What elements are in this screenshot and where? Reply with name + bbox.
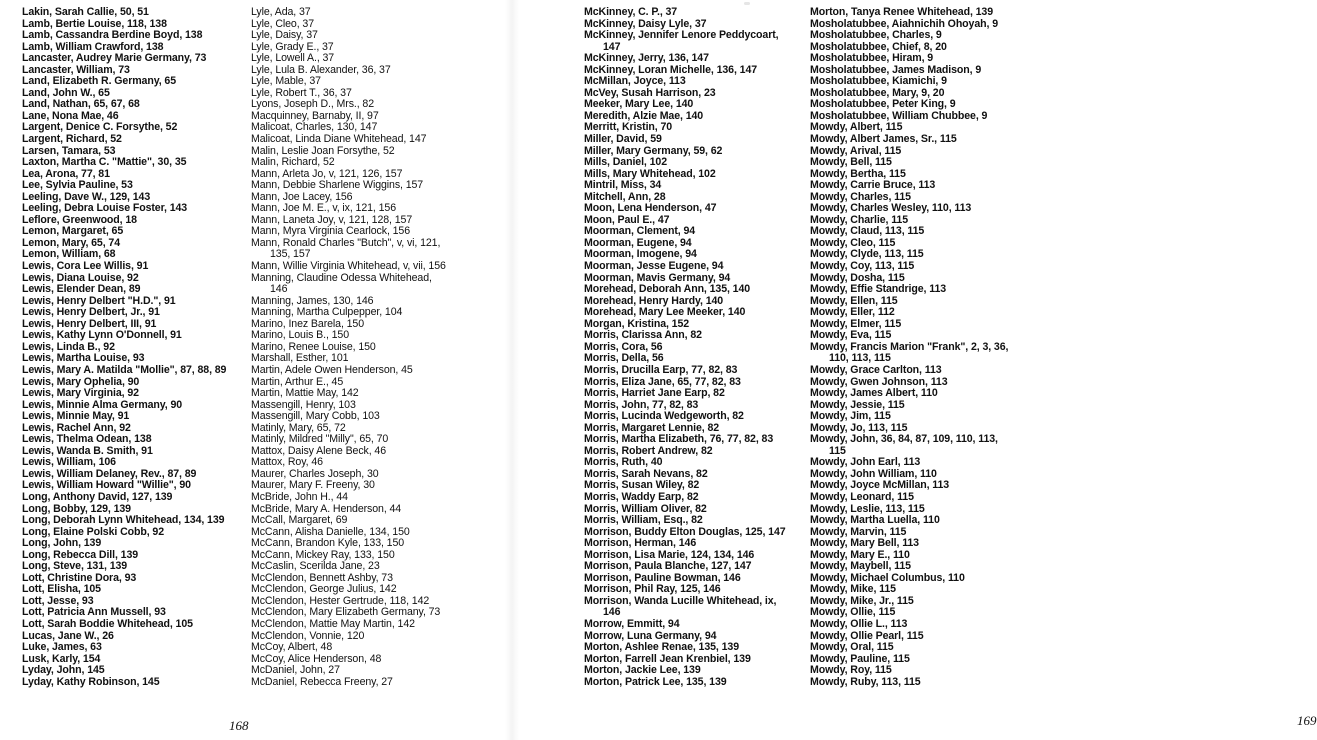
index-entry: Morris, Cora, 56 [584,340,663,353]
index-entry: Morehead, Deborah Ann, 135, 140 [584,283,751,296]
index-entry: Morris, Susan Wiley, 82 [584,479,700,492]
index-entry: Morris, Sarah Nevans, 82 [584,467,708,480]
index-entry: Lyle, Cleo, 37 [251,17,314,30]
index-entry: Mowdy, Ollie Pearl, 115 [810,629,924,642]
index-entry: Mowdy, Jim, 115 [810,410,891,423]
index-entry: Mann, Myra Virginia Cearlock, 156 [251,225,411,238]
index-entry: Morris, Eliza Jane, 65, 77, 82, 83 [584,375,741,388]
index-entry: Matinly, Mary, 65, 72 [251,421,346,434]
index-entry: Lyday, Kathy Robinson, 145 [22,675,160,688]
index-entry: Leflore, Greenwood, 18 [22,213,137,226]
index-entry: Mowdy, Mike, 115 [810,583,896,596]
index-entry: Mowdy, Mary E., 110 [810,548,910,561]
index-entry: Lewis, Martha Louise, 93 [22,352,145,365]
index-entry: Morris, Margaret Lennie, 82 [584,421,720,434]
index-entry: McCann, Alisha Danielle, 134, 150 [251,525,410,538]
index-entry: Morris, William, Esq., 82 [584,514,703,527]
index-entry: McVey, Susah Harrison, 23 [584,86,716,99]
index-entry: Mann, Arleta Jo, v, 121, 126, 157 [251,167,403,180]
index-entry: Mann, Willie Virginia Whitehead, v, vii, 156 [251,260,446,273]
index-entry: Maurer, Mary F. Freeny, 30 [251,479,375,492]
index-entry: Land, Nathan, 65, 67, 68 [22,98,140,111]
index-entry: Land, Elizabeth R. Germany, 65 [22,75,176,88]
index-entry [810,434,1008,457]
index-entry: Moon, Lena Henderson, 47 [584,202,717,215]
index-entry: McClendon, George Julius, 142 [251,583,397,596]
index-entry: Land, John W., 65 [22,86,110,99]
index-entry: Miller, Mary Germany, 59, 62 [584,144,723,157]
index-entry: McDaniel, John, 27 [251,664,340,677]
page-number-right: 169 [1297,713,1317,728]
index-entry: Lamb, William Crawford, 138 [22,40,164,53]
index-entry: Moon, Paul E., 47 [584,213,670,226]
index-entry: Mowdy, Oral, 115 [810,641,894,654]
index-entry: Lusk, Karly, 154 [22,652,101,665]
index-entry: Mosholatubbee, James Madison, 9 [810,63,982,76]
index-entry-continuation: 146 [270,283,288,296]
index-entry: Lewis, Cora Lee Willis, 91 [22,260,149,273]
index-entry: Mowdy, John Earl, 113 [810,456,921,469]
page-number-left: 168 [229,718,249,733]
index-entry: Mowdy, Charles Wesley, 110, 113 [810,202,972,215]
index-entry: Morrison, Buddy Elton Douglas, 125, 147 [584,525,786,538]
index-entry: Morrison, Pauline Bowman, 146 [584,571,741,584]
index-entry: Morton, Ashlee Renae, 135, 139 [584,641,739,654]
index-entry: Mowdy, Mary Bell, 113 [810,537,919,550]
index-entry: McCann, Mickey Ray, 133, 150 [251,548,395,561]
index-entry: Lewis, Linda B., 92 [22,340,115,353]
index-entry-text: Manning, Claudine Odessa Whitehead, [251,271,432,284]
index-entry: Long, Elaine Polski Cobb, 92 [22,525,165,538]
index-entry: Moorman, Clement, 94 [584,225,696,238]
index-entry: Morris, Martha Elizabeth, 76, 77, 82, 83 [584,433,774,446]
index-entry: Marino, Louis B., 150 [251,329,350,342]
index-entry: Mowdy, Arival, 115 [810,144,902,157]
index-entry: Mowdy, Pauline, 115 [810,652,910,665]
index-entry: Lott, Elisha, 105 [22,583,101,596]
index-entry: Lewis, Diana Louise, 92 [22,271,139,284]
index-entry: Morgan, Kristina, 152 [584,317,690,330]
index-entry: Mann, Laneta Joy, v, 121, 128, 157 [251,213,413,226]
left-page [0,0,512,740]
index-entry [251,238,446,261]
index-entry: Mowdy, John William, 110 [810,467,937,480]
index-entry: Meredith, Alzie Mae, 140 [584,109,704,122]
index-entry: Morehead, Mary Lee Meeker, 140 [584,306,746,319]
index-entry: Mitchell, Ann, 28 [584,190,666,203]
index-entry: Miller, David, 59 [584,133,662,146]
index-entry: Mowdy, Gwen Johnson, 113 [810,375,948,388]
index-entry-text: McKinney, Jennifer Lenore Peddycoart, [584,29,779,42]
index-entry: Lewis, William, 106 [22,456,116,469]
index-entry: Lyle, Grady E., 37 [251,40,334,53]
index-entry [251,273,446,296]
index-entry: Morris, Robert Andrew, 82 [584,444,713,457]
index-entry: Manning, Martha Culpepper, 104 [251,306,403,319]
index-entry: McBride, John H., 44 [251,490,348,503]
index-entry: Morrison, Lisa Marie, 124, 134, 146 [584,548,755,561]
index-entry: Morrison, Herman, 146 [584,537,697,550]
index-entry: Morris, William Oliver, 82 [584,502,707,515]
index-entry: Morris, John, 77, 82, 83 [584,398,699,411]
index-entry: Merritt, Kristin, 70 [584,121,673,134]
index-entry: McCoy, Alice Henderson, 48 [251,652,382,665]
index-entry: Mattox, Roy, 46 [251,456,323,469]
index-entry: Mowdy, Coy, 113, 115 [810,260,915,273]
index-entry: Mosholatubbee, Mary, 9, 20 [810,86,945,99]
index-entry: Mosholatubbee, Chief, 8, 20 [810,40,947,53]
index-entry: Lucas, Jane W., 26 [22,629,114,642]
index-column-4 [810,7,1008,688]
index-entry: Mowdy, Marvin, 115 [810,525,907,538]
index-entry: Mowdy, Ellen, 115 [810,294,898,307]
index-entry: Laxton, Martha C. "Mattie", 30, 35 [22,156,187,169]
index-entry: Lyons, Joseph D., Mrs., 82 [251,98,375,111]
index-entry: Lewis, William Howard "Willie", 90 [22,479,191,492]
index-entry: Morrison, Phil Ray, 125, 146 [584,583,721,596]
index-entry: Lyle, Robert T., 36, 37 [251,86,352,99]
index-entry: Morris, Ruth, 40 [584,456,663,469]
index-entry: Lancaster, William, 73 [22,63,130,76]
index-entry: Mintril, Miss, 34 [584,179,662,192]
index-entry: Lane, Nona Mae, 46 [22,109,119,122]
index-entry: Mowdy, Clyde, 113, 115 [810,248,924,261]
index-entry: Mosholatubbee, Charles, 9 [810,29,942,42]
index-entry: Leeling, Dave W., 129, 143 [22,190,151,203]
index-entry-continuation: 135, 157 [270,248,311,261]
index-entry: Lewis, Elender Dean, 89 [22,283,141,296]
index-entry: Lyle, Lowell A., 37 [251,52,335,65]
index-entry: Mosholatubbee, William Chubbee, 9 [810,109,988,122]
index-entry: Mowdy, Roy, 115 [810,664,892,677]
index-entry: McMillan, Joyce, 113 [584,75,686,88]
index-entry: Morrow, Luna Germany, 94 [584,629,717,642]
index-entry: Long, Deborah Lynn Whitehead, 134, 139 [22,514,225,527]
index-entry: Lott, Sarah Boddie Whitehead, 105 [22,617,193,630]
index-entry: Mowdy, Dosha, 115 [810,271,905,284]
index-entry-continuation: 115 [829,444,846,457]
index-entry: Lancaster, Audrey Marie Germany, 73 [22,52,207,65]
index-entry: Larsen, Tamara, 53 [22,144,116,157]
index-column-2 [251,7,446,688]
index-entry: McKinney, Jerry, 136, 147 [584,52,709,65]
index-entry: Lewis, Mary Ophelia, 90 [22,375,140,388]
index-entry: Mowdy, Charles, 115 [810,190,911,203]
index-entry: Lewis, Rachel Ann, 92 [22,421,131,434]
index-entry: Lee, Sylvia Pauline, 53 [22,179,133,192]
index-entry: McClendon, Bennett Ashby, 73 [251,571,393,584]
index-entry: Mowdy, Michael Columbus, 110 [810,571,965,584]
index-entry: Maurer, Charles Joseph, 30 [251,467,379,480]
index-entry: Mowdy, Carrie Bruce, 113 [810,179,936,192]
index-entry: Mowdy, Joyce McMillan, 113 [810,479,950,492]
index-entry: Malin, Leslie Joan Forsythe, 52 [251,144,395,157]
index-entry: Moorman, Imogene, 94 [584,248,697,261]
index-entry: Moorman, Eugene, 94 [584,236,692,249]
index-entry: Morris, Lucinda Wedgeworth, 82 [584,410,744,423]
index-entry: Mowdy, Grace Carlton, 113 [810,363,942,376]
index-entry: Morton, Patrick Lee, 135, 139 [584,675,727,688]
index-entry-text: Mowdy, Francis Marion "Frank", 2, 3, 36, [810,340,1009,353]
index-entry: McBride, Mary A. Henderson, 44 [251,502,402,515]
index-entry: Matinly, Mildred "Milly", 65, 70 [251,433,389,446]
index-entry: Mann, Joe Lacey, 156 [251,190,353,203]
index-entry: Morton, Jackie Lee, 139 [584,664,701,677]
index-entry: Lewis, Henry Delbert "H.D.", 91 [22,294,176,307]
index-entry [584,596,786,619]
index-entry: Leeling, Debra Louise Foster, 143 [22,202,188,215]
index-entry: Mowdy, Ollie L., 113 [810,617,908,630]
index-entry: Lewis, Mary A. Matilda "Mollie", 87, 88, 89 [22,363,227,376]
index-entry: Lewis, Minnie Alma Germany, 90 [22,398,183,411]
index-entry: Lewis, Minnie May, 91 [22,410,130,423]
index-entry: Morris, Waddy Earp, 82 [584,490,699,503]
index-entry: Moorman, Mavis Germany, 94 [584,271,731,284]
index-entry: Mowdy, Maybell, 115 [810,560,911,573]
index-entry: Lamb, Bertie Louise, 118, 138 [22,17,167,30]
index-entry-text: Morrison, Wanda Lucille Whitehead, ix, [584,594,777,607]
index-column-3 [584,7,786,688]
index-entry: Malicoat, Charles, 130, 147 [251,121,378,134]
index-entry: Morrow, Emmitt, 94 [584,617,680,630]
index-entry: Mowdy, James Albert, 110 [810,387,938,400]
index-entry: McClendon, Mary Elizabeth Germany, 73 [251,606,441,619]
index-entry: Malin, Richard, 52 [251,156,335,169]
index-entry: Mills, Mary Whitehead, 102 [584,167,716,180]
index-entry: Lyle, Daisy, 37 [251,29,318,42]
index-entry: McKinney, C. P., 37 [584,6,678,18]
index-entry: McClendon, Mattie May Martin, 142 [251,617,415,630]
index-entry: Long, Bobby, 129, 139 [22,502,131,515]
index-entry: Lewis, Wanda B. Smith, 91 [22,444,153,457]
index-entry: McCann, Brandon Kyle, 133, 150 [251,537,405,550]
index-entry: Long, Anthony David, 127, 139 [22,490,173,503]
index-entry: McCall, Margaret, 69 [251,514,348,527]
index-entry [584,30,786,53]
index-entry: Mann, Joe M. E., v, ix, 121, 156 [251,202,396,215]
index-entry: Lewis, Henry Delbert, III, 91 [22,317,157,330]
index-entry: Lyle, Ada, 37 [251,6,311,18]
index-entry: Meeker, Mary Lee, 140 [584,98,694,111]
index-entry: Mowdy, Leslie, 113, 115 [810,502,925,515]
index-entry: Mowdy, Charlie, 115 [810,213,908,226]
index-entry: Mattox, Daisy Alene Beck, 46 [251,444,386,457]
index-entry [810,342,1008,365]
index-entry: Mowdy, Jo, 113, 115 [810,421,908,434]
index-entry: Luke, James, 63 [22,641,102,654]
index-entry: Morris, Harriet Jane Earp, 82 [584,387,725,400]
index-entry: Mowdy, Effie Standrige, 113 [810,283,947,296]
index-entry: Mowdy, Eva, 115 [810,329,892,342]
index-entry: Long, Rebecca Dill, 139 [22,548,139,561]
index-entry: Largent, Richard, 52 [22,133,122,146]
index-entry: Mosholatubbee, Hiram, 9 [810,52,934,65]
index-entry: McDaniel, Rebecca Freeny, 27 [251,675,393,688]
index-entry: Marshall, Esther, 101 [251,352,349,365]
index-entry: Martin, Arthur E., 45 [251,375,344,388]
index-entry: Mowdy, Albert James, Sr., 115 [810,133,957,146]
index-entry: Lemon, Margaret, 65 [22,225,124,238]
index-entry: Mowdy, Bertha, 115 [810,167,906,180]
index-entry: Lott, Patricia Ann Mussell, 93 [22,606,166,619]
index-entry: Morris, Della, 56 [584,352,664,365]
index-column-1 [22,7,226,688]
index-entry: Lewis, Thelma Odean, 138 [22,433,152,446]
index-entry: Mosholatubbee, Peter King, 9 [810,98,956,111]
index-entry: McClendon, Hester Gertrude, 118, 142 [251,594,430,607]
index-entry: Long, Steve, 131, 139 [22,560,128,573]
index-entry: Martin, Adele Owen Henderson, 45 [251,363,413,376]
index-entry: Mills, Daniel, 102 [584,156,667,169]
index-entry: Macquinney, Barnaby, II, 97 [251,109,379,122]
index-entry: Morris, Clarissa Ann, 82 [584,329,702,342]
index-entry: McClendon, Vonnie, 120 [251,629,365,642]
index-entry: Mann, Debbie Sharlene Wiggins, 157 [251,179,424,192]
index-entry: Lemon, William, 68 [22,248,116,261]
index-entry: Mowdy, Ruby, 113, 115 [810,675,921,688]
index-entry: Mowdy, Albert, 115 [810,121,903,134]
index-entry: Moorman, Jesse Eugene, 94 [584,260,724,273]
index-entry: McKinney, Daisy Lyle, 37 [584,17,707,30]
index-entry: Mosholatubbee, Aiahnichih Ohoyah, 9 [810,17,998,30]
index-entry: McCoy, Albert, 48 [251,641,333,654]
index-entry: Mowdy, Ollie, 115 [810,606,896,619]
index-entry: Marino, Inez Barela, 150 [251,317,365,330]
index-entry: Long, John, 139 [22,537,102,550]
index-entry: Lyday, John, 145 [22,664,105,677]
index-entry-continuation: 110, 113, 115 [829,352,891,365]
index-entry: Mowdy, Eller, 112 [810,306,895,319]
index-entry: Malicoat, Linda Diane Whitehead, 147 [251,133,427,146]
index-entry: Mowdy, Martha Luella, 110 [810,514,940,527]
index-entry: Mosholatubbee, Kiamichi, 9 [810,75,947,88]
index-entry-continuation: 146 [603,606,621,619]
index-entry: Marino, Renee Louise, 150 [251,340,376,353]
index-entry: Lott, Jesse, 93 [22,594,94,607]
index-entry: McKinney, Loran Michelle, 136, 147 [584,63,758,76]
index-entry: Lamb, Cassandra Berdine Boyd, 138 [22,29,203,42]
index-entry-text: Mowdy, John, 36, 84, 87, 109, 110, 113, [810,433,998,446]
index-entry: Martin, Mattie May, 142 [251,387,359,400]
index-entry: Manning, James, 130, 146 [251,294,374,307]
index-entry: Massengill, Mary Cobb, 103 [251,410,380,423]
index-entry: Mowdy, Elmer, 115 [810,317,902,330]
index-entry: Mowdy, Mike, Jr., 115 [810,594,914,607]
index-entry: Morton, Tanya Renee Whitehead, 139 [810,6,994,18]
index-entry: Lemon, Mary, 65, 74 [22,236,120,249]
index-entry: Largent, Denice C. Forsythe, 52 [22,121,178,134]
index-entry: McCaslin, Scerilda Jane, 23 [251,560,380,573]
index-entry: Morton, Farrell Jean Krenbiel, 139 [584,652,751,665]
index-entry: Morehead, Henry Hardy, 140 [584,294,724,307]
index-entry: Lyle, Lula B. Alexander, 36, 37 [251,63,391,76]
index-entry: Mowdy, Claud, 113, 115 [810,225,925,238]
index-entry: Massengill, Henry, 103 [251,398,356,411]
index-entry: Morris, Drucilla Earp, 77, 82, 83 [584,363,738,376]
index-entry: Lewis, William Delaney, Rev., 87, 89 [22,467,197,480]
index-entry-continuation: 147 [603,40,621,53]
index-entry: Lewis, Mary Virginia, 92 [22,387,139,400]
index-entry: Mowdy, Bell, 115 [810,156,892,169]
index-entry: Lea, Arona, 77, 81 [22,167,110,180]
index-entry: Lott, Christine Dora, 93 [22,571,137,584]
index-entry: Mowdy, Leonard, 115 [810,490,914,503]
index-entry: Lyle, Mable, 37 [251,75,321,88]
index-entry: Morrison, Paula Blanche, 127, 147 [584,560,752,573]
index-entry: Mowdy, Jessie, 115 [810,398,905,411]
index-entry: Lakin, Sarah Callie, 50, 51 [22,6,149,18]
index-entry-text: Mann, Ronald Charles "Butch", v, vi, 121, [251,236,441,249]
index-entry: Lewis, Henry Delbert, Jr., 91 [22,306,160,319]
index-entry: Mowdy, Cleo, 115 [810,236,896,249]
index-entry: Lewis, Kathy Lynn O'Donnell, 91 [22,329,182,342]
